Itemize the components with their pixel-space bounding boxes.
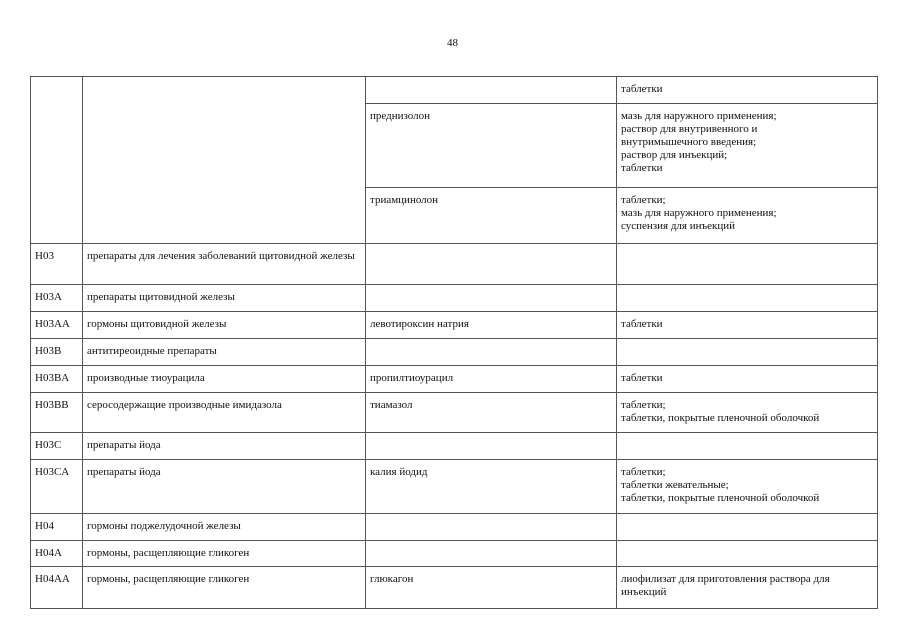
drug-name-cell	[366, 433, 617, 460]
atc-code-cell	[31, 77, 83, 244]
table-row	[31, 460, 878, 514]
table-row	[31, 285, 878, 312]
dosage-form-cell	[617, 339, 878, 366]
table-row	[31, 393, 878, 433]
drug-name-cell	[366, 541, 617, 567]
dosage-form-cell: мазь для наружного применения; раствор для внутривенного и внутримышечного введения; раствор для инъекций; таблетки	[617, 104, 878, 188]
dosage-form-cell: таблетки; таблетки жевательные; таблетки, покрытые пленочной оболочкой	[617, 460, 878, 514]
dosage-form-cell: таблетки	[617, 77, 878, 104]
dosage-form-cell	[617, 514, 878, 541]
table-body	[31, 77, 878, 609]
dosage-form-cell	[617, 433, 878, 460]
drug-name-cell: преднизолон	[366, 104, 617, 188]
anatomical-group-cell: препараты щитовидной железы	[83, 285, 366, 312]
atc-code-cell: H03BA	[31, 366, 83, 393]
dosage-form-cell: таблетки; таблетки, покрытые пленочной оболочкой	[617, 393, 878, 433]
drug-name-cell	[366, 244, 617, 285]
table-row	[31, 339, 878, 366]
atc-code-cell: H04AA	[31, 567, 83, 609]
atc-code-cell: H03	[31, 244, 83, 285]
anatomical-group-cell: производные тиоурацила	[83, 366, 366, 393]
drug-list-table	[30, 76, 878, 609]
anatomical-group-cell: гормоны, расщепляющие гликоген	[83, 541, 366, 567]
dosage-form-cell	[617, 285, 878, 312]
table-row	[31, 541, 878, 567]
dosage-form-cell: таблетки; мазь для наружного применения; суспензия для инъекций	[617, 188, 878, 244]
atc-code-cell: H03A	[31, 285, 83, 312]
drug-name-cell: глюкагон	[366, 567, 617, 609]
table-row	[31, 433, 878, 460]
table-row	[31, 244, 878, 285]
atc-code-cell: H04A	[31, 541, 83, 567]
drug-name-cell	[366, 514, 617, 541]
atc-code-cell: H03CA	[31, 460, 83, 514]
dosage-form-cell: таблетки	[617, 312, 878, 339]
anatomical-group-cell: серосодержащие производные имидазола	[83, 393, 366, 433]
anatomical-group-cell: гормоны щитовидной железы	[83, 312, 366, 339]
anatomical-group-cell: препараты йода	[83, 433, 366, 460]
atc-code-cell: H03B	[31, 339, 83, 366]
drug-name-cell: левотироксин натрия	[366, 312, 617, 339]
table-row	[31, 366, 878, 393]
table-row	[31, 312, 878, 339]
drug-name-cell	[366, 285, 617, 312]
dosage-form-cell: лиофилизат для приготовления раствора для инъекций	[617, 567, 878, 609]
dosage-form-cell	[617, 541, 878, 567]
drug-name-cell: калия йодид	[366, 460, 617, 514]
anatomical-group-cell: препараты йода	[83, 460, 366, 514]
drug-name-cell: триамцинолон	[366, 188, 617, 244]
anatomical-group-cell: антитиреоидные препараты	[83, 339, 366, 366]
table-row	[31, 77, 878, 104]
drug-name-cell: пропилтиоурацил	[366, 366, 617, 393]
anatomical-group-cell: препараты для лечения заболеваний щитовидной железы	[83, 244, 366, 285]
page-number: 48	[447, 37, 458, 49]
anatomical-group-cell: гормоны, расщепляющие гликоген	[83, 567, 366, 609]
atc-code-cell: H03C	[31, 433, 83, 460]
drug-name-cell	[366, 339, 617, 366]
dosage-form-cell	[617, 244, 878, 285]
anatomical-group-cell	[83, 77, 366, 244]
atc-code-cell: H03AA	[31, 312, 83, 339]
table-row	[31, 514, 878, 541]
atc-code-cell: H03BB	[31, 393, 83, 433]
drug-name-cell	[366, 77, 617, 104]
dosage-form-cell: таблетки	[617, 366, 878, 393]
table-row	[31, 567, 878, 609]
atc-code-cell: H04	[31, 514, 83, 541]
anatomical-group-cell: гормоны поджелудочной железы	[83, 514, 366, 541]
drug-name-cell: тиамазол	[366, 393, 617, 433]
